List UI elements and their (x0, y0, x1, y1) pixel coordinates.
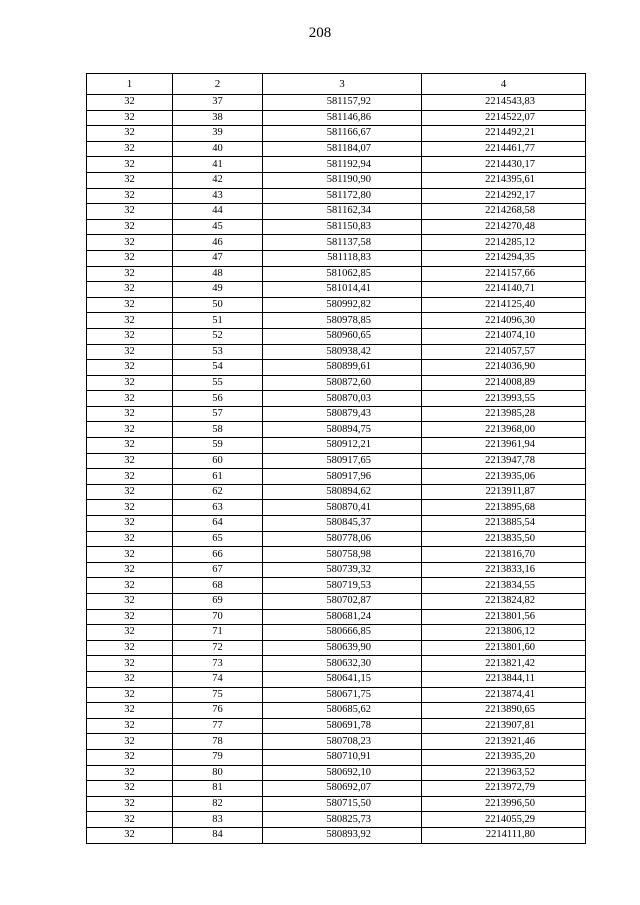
cell-col-3: 580685,62 (263, 703, 422, 719)
table-row (87, 500, 586, 516)
cell-col-4: 2213816,70 (422, 547, 586, 563)
cell-col-1: 32 (87, 812, 173, 828)
cell-col-2: 78 (173, 734, 263, 750)
header-col-3: 3 (263, 74, 422, 95)
cell-col-3: 580639,90 (263, 640, 422, 656)
cell-col-1: 32 (87, 594, 173, 610)
cell-col-3: 580691,78 (263, 718, 422, 734)
cell-col-4: 2213985,28 (422, 406, 586, 422)
cell-col-2: 57 (173, 406, 263, 422)
cell-col-3: 581184,07 (263, 141, 422, 157)
table-row (87, 562, 586, 578)
cell-col-2: 60 (173, 453, 263, 469)
cell-col-4: 2213935,20 (422, 749, 586, 765)
cell-col-2: 43 (173, 188, 263, 204)
table-row (87, 827, 586, 843)
cell-col-3: 581190,90 (263, 172, 422, 188)
cell-col-4: 2213885,54 (422, 516, 586, 532)
cell-col-3: 580641,15 (263, 671, 422, 687)
cell-col-1: 32 (87, 406, 173, 422)
cell-col-1: 32 (87, 282, 173, 298)
cell-col-1: 32 (87, 95, 173, 111)
cell-col-4: 2213833,16 (422, 562, 586, 578)
table-row (87, 484, 586, 500)
cell-col-3: 580632,30 (263, 656, 422, 672)
cell-col-4: 2213921,46 (422, 734, 586, 750)
cell-col-1: 32 (87, 796, 173, 812)
table-row (87, 172, 586, 188)
cell-col-1: 32 (87, 734, 173, 750)
cell-col-2: 79 (173, 749, 263, 765)
cell-col-2: 40 (173, 141, 263, 157)
table-row (87, 297, 586, 313)
cell-col-1: 32 (87, 344, 173, 360)
cell-col-1: 32 (87, 562, 173, 578)
cell-col-2: 51 (173, 313, 263, 329)
cell-col-4: 2214270,48 (422, 219, 586, 235)
cell-col-3: 580692,07 (263, 781, 422, 797)
cell-col-1: 32 (87, 297, 173, 313)
cell-col-3: 580778,06 (263, 531, 422, 547)
cell-col-3: 580681,24 (263, 609, 422, 625)
cell-col-3: 580825,73 (263, 812, 422, 828)
cell-col-4: 2213911,87 (422, 484, 586, 500)
cell-col-4: 2213993,55 (422, 391, 586, 407)
cell-col-1: 32 (87, 781, 173, 797)
cell-col-4: 2213907,81 (422, 718, 586, 734)
header-col-2: 2 (173, 74, 263, 95)
cell-col-3: 580872,60 (263, 375, 422, 391)
cell-col-1: 32 (87, 749, 173, 765)
table-row (87, 531, 586, 547)
cell-col-2: 72 (173, 640, 263, 656)
cell-col-4: 2214074,10 (422, 328, 586, 344)
cell-col-3: 580702,87 (263, 594, 422, 610)
table-row (87, 110, 586, 126)
cell-col-3: 580870,41 (263, 500, 422, 516)
cell-col-4: 2214055,29 (422, 812, 586, 828)
cell-col-2: 77 (173, 718, 263, 734)
table-row (87, 235, 586, 251)
cell-col-2: 39 (173, 126, 263, 142)
cell-col-4: 2214292,17 (422, 188, 586, 204)
cell-col-4: 2214036,90 (422, 360, 586, 376)
cell-col-4: 2213844,11 (422, 671, 586, 687)
cell-col-4: 2213824,82 (422, 594, 586, 610)
cell-col-2: 65 (173, 531, 263, 547)
table-row (87, 640, 586, 656)
table-row (87, 687, 586, 703)
cell-col-1: 32 (87, 765, 173, 781)
table-row (87, 547, 586, 563)
table-row (87, 126, 586, 142)
cell-col-3: 581166,67 (263, 126, 422, 142)
cell-col-3: 580715,50 (263, 796, 422, 812)
cell-col-2: 47 (173, 250, 263, 266)
cell-col-3: 580912,21 (263, 438, 422, 454)
table-row (87, 375, 586, 391)
table-row (87, 578, 586, 594)
cell-col-1: 32 (87, 827, 173, 843)
cell-col-2: 64 (173, 516, 263, 532)
cell-col-2: 63 (173, 500, 263, 516)
cell-col-3: 580992,82 (263, 297, 422, 313)
cell-col-1: 32 (87, 250, 173, 266)
cell-col-2: 70 (173, 609, 263, 625)
cell-col-1: 32 (87, 547, 173, 563)
cell-col-2: 82 (173, 796, 263, 812)
table-row (87, 796, 586, 812)
cell-col-2: 50 (173, 297, 263, 313)
table-row (87, 516, 586, 532)
cell-col-3: 580666,85 (263, 625, 422, 641)
cell-col-2: 49 (173, 282, 263, 298)
cell-col-2: 41 (173, 157, 263, 173)
cell-col-3: 581014,41 (263, 282, 422, 298)
cell-col-2: 84 (173, 827, 263, 843)
cell-col-3: 580917,65 (263, 453, 422, 469)
cell-col-4: 2214461,77 (422, 141, 586, 157)
cell-col-4: 2214096,30 (422, 313, 586, 329)
cell-col-2: 38 (173, 110, 263, 126)
cell-col-2: 73 (173, 656, 263, 672)
table-header (87, 74, 586, 95)
cell-col-4: 2213972,79 (422, 781, 586, 797)
cell-col-3: 580671,75 (263, 687, 422, 703)
table-row (87, 250, 586, 266)
cell-col-2: 76 (173, 703, 263, 719)
cell-col-4: 2213996,50 (422, 796, 586, 812)
cell-col-1: 32 (87, 453, 173, 469)
table-row (87, 718, 586, 734)
coordinates-table (86, 73, 586, 844)
cell-col-1: 32 (87, 500, 173, 516)
cell-col-1: 32 (87, 516, 173, 532)
cell-col-4: 2214057,57 (422, 344, 586, 360)
cell-col-4: 2214285,12 (422, 235, 586, 251)
cell-col-2: 52 (173, 328, 263, 344)
table-row (87, 282, 586, 298)
table-row (87, 734, 586, 750)
cell-col-4: 2214395,61 (422, 172, 586, 188)
table-row (87, 812, 586, 828)
table-row (87, 313, 586, 329)
table-row (87, 391, 586, 407)
cell-col-3: 580893,92 (263, 827, 422, 843)
cell-col-2: 66 (173, 547, 263, 563)
cell-col-3: 580894,75 (263, 422, 422, 438)
cell-col-2: 68 (173, 578, 263, 594)
cell-col-4: 2214140,71 (422, 282, 586, 298)
table-body (87, 95, 586, 844)
cell-col-4: 2213968,00 (422, 422, 586, 438)
cell-col-3: 580708,23 (263, 734, 422, 750)
cell-col-1: 32 (87, 531, 173, 547)
cell-col-4: 2214268,58 (422, 204, 586, 220)
cell-col-3: 580845,37 (263, 516, 422, 532)
cell-col-2: 62 (173, 484, 263, 500)
table-row (87, 703, 586, 719)
table-row (87, 609, 586, 625)
cell-col-2: 83 (173, 812, 263, 828)
cell-col-1: 32 (87, 609, 173, 625)
cell-col-2: 75 (173, 687, 263, 703)
cell-col-2: 80 (173, 765, 263, 781)
cell-col-1: 32 (87, 157, 173, 173)
cell-col-4: 2214492,21 (422, 126, 586, 142)
cell-col-3: 580938,42 (263, 344, 422, 360)
table-row (87, 204, 586, 220)
cell-col-1: 32 (87, 391, 173, 407)
cell-col-2: 69 (173, 594, 263, 610)
cell-col-4: 2214125,40 (422, 297, 586, 313)
header-row (87, 74, 586, 95)
cell-col-3: 581137,58 (263, 235, 422, 251)
cell-col-1: 32 (87, 422, 173, 438)
cell-col-3: 580739,32 (263, 562, 422, 578)
cell-col-1: 32 (87, 656, 173, 672)
cell-col-4: 2213874,41 (422, 687, 586, 703)
cell-col-2: 48 (173, 266, 263, 282)
cell-col-4: 2213963,52 (422, 765, 586, 781)
cell-col-1: 32 (87, 141, 173, 157)
cell-col-1: 32 (87, 687, 173, 703)
table-row (87, 422, 586, 438)
cell-col-3: 580894,62 (263, 484, 422, 500)
cell-col-4: 2213801,56 (422, 609, 586, 625)
table-row (87, 344, 586, 360)
cell-col-2: 55 (173, 375, 263, 391)
table-row (87, 765, 586, 781)
table-row (87, 141, 586, 157)
cell-col-3: 580710,91 (263, 749, 422, 765)
cell-col-4: 2214543,83 (422, 95, 586, 111)
table-row (87, 469, 586, 485)
table-row (87, 749, 586, 765)
cell-col-1: 32 (87, 110, 173, 126)
cell-col-1: 32 (87, 718, 173, 734)
cell-col-3: 581150,83 (263, 219, 422, 235)
cell-col-3: 581157,92 (263, 95, 422, 111)
cell-col-4: 2214294,35 (422, 250, 586, 266)
cell-col-3: 580758,98 (263, 547, 422, 563)
table-row (87, 360, 586, 376)
cell-col-1: 32 (87, 640, 173, 656)
cell-col-3: 581172,80 (263, 188, 422, 204)
cell-col-4: 2213806,12 (422, 625, 586, 641)
cell-col-4: 2213835,50 (422, 531, 586, 547)
cell-col-2: 46 (173, 235, 263, 251)
cell-col-1: 32 (87, 204, 173, 220)
cell-col-1: 32 (87, 578, 173, 594)
page-number: 208 (308, 25, 332, 41)
cell-col-1: 32 (87, 235, 173, 251)
cell-col-3: 581192,94 (263, 157, 422, 173)
cell-col-4: 2213801,60 (422, 640, 586, 656)
cell-col-1: 32 (87, 172, 173, 188)
table-row (87, 157, 586, 173)
cell-col-2: 56 (173, 391, 263, 407)
cell-col-2: 81 (173, 781, 263, 797)
cell-col-3: 580917,96 (263, 469, 422, 485)
header-col-1: 1 (87, 74, 173, 95)
cell-col-2: 54 (173, 360, 263, 376)
cell-col-4: 2213961,94 (422, 438, 586, 454)
cell-col-4: 2213834,55 (422, 578, 586, 594)
cell-col-3: 580879,43 (263, 406, 422, 422)
cell-col-4: 2213895,68 (422, 500, 586, 516)
cell-col-3: 581162,34 (263, 204, 422, 220)
cell-col-1: 32 (87, 266, 173, 282)
cell-col-1: 32 (87, 375, 173, 391)
table-row (87, 625, 586, 641)
cell-col-2: 71 (173, 625, 263, 641)
cell-col-1: 32 (87, 313, 173, 329)
cell-col-2: 67 (173, 562, 263, 578)
cell-col-4: 2214008,89 (422, 375, 586, 391)
table-row (87, 438, 586, 454)
cell-col-1: 32 (87, 625, 173, 641)
table-row (87, 266, 586, 282)
cell-col-2: 53 (173, 344, 263, 360)
cell-col-1: 32 (87, 484, 173, 500)
cell-col-3: 580870,03 (263, 391, 422, 407)
header-col-4: 4 (422, 74, 586, 95)
cell-col-4: 2213935,06 (422, 469, 586, 485)
cell-col-4: 2213890,65 (422, 703, 586, 719)
table-row (87, 671, 586, 687)
cell-col-2: 61 (173, 469, 263, 485)
cell-col-1: 32 (87, 360, 173, 376)
cell-col-2: 37 (173, 95, 263, 111)
cell-col-3: 580899,61 (263, 360, 422, 376)
cell-col-3: 581146,86 (263, 110, 422, 126)
cell-col-1: 32 (87, 703, 173, 719)
cell-col-2: 45 (173, 219, 263, 235)
table-row (87, 406, 586, 422)
table-row (87, 188, 586, 204)
cell-col-4: 2213821,42 (422, 656, 586, 672)
cell-col-1: 32 (87, 328, 173, 344)
cell-col-3: 581062,85 (263, 266, 422, 282)
table-row (87, 594, 586, 610)
cell-col-1: 32 (87, 219, 173, 235)
cell-col-3: 580692,10 (263, 765, 422, 781)
cell-col-3: 580960,65 (263, 328, 422, 344)
cell-col-2: 74 (173, 671, 263, 687)
table-row (87, 95, 586, 111)
cell-col-2: 44 (173, 204, 263, 220)
cell-col-3: 580978,85 (263, 313, 422, 329)
cell-col-4: 2214430,17 (422, 157, 586, 173)
cell-col-2: 58 (173, 422, 263, 438)
table-row (87, 453, 586, 469)
cell-col-3: 580719,53 (263, 578, 422, 594)
cell-col-3: 581118,83 (263, 250, 422, 266)
table-row (87, 219, 586, 235)
cell-col-1: 32 (87, 671, 173, 687)
cell-col-1: 32 (87, 188, 173, 204)
table-row (87, 656, 586, 672)
cell-col-2: 59 (173, 438, 263, 454)
cell-col-2: 42 (173, 172, 263, 188)
cell-col-1: 32 (87, 469, 173, 485)
table-row (87, 781, 586, 797)
cell-col-1: 32 (87, 126, 173, 142)
cell-col-4: 2214111,80 (422, 827, 586, 843)
cell-col-4: 2214157,66 (422, 266, 586, 282)
cell-col-4: 2213947,78 (422, 453, 586, 469)
table-row (87, 328, 586, 344)
cell-col-1: 32 (87, 438, 173, 454)
cell-col-4: 2214522,07 (422, 110, 586, 126)
